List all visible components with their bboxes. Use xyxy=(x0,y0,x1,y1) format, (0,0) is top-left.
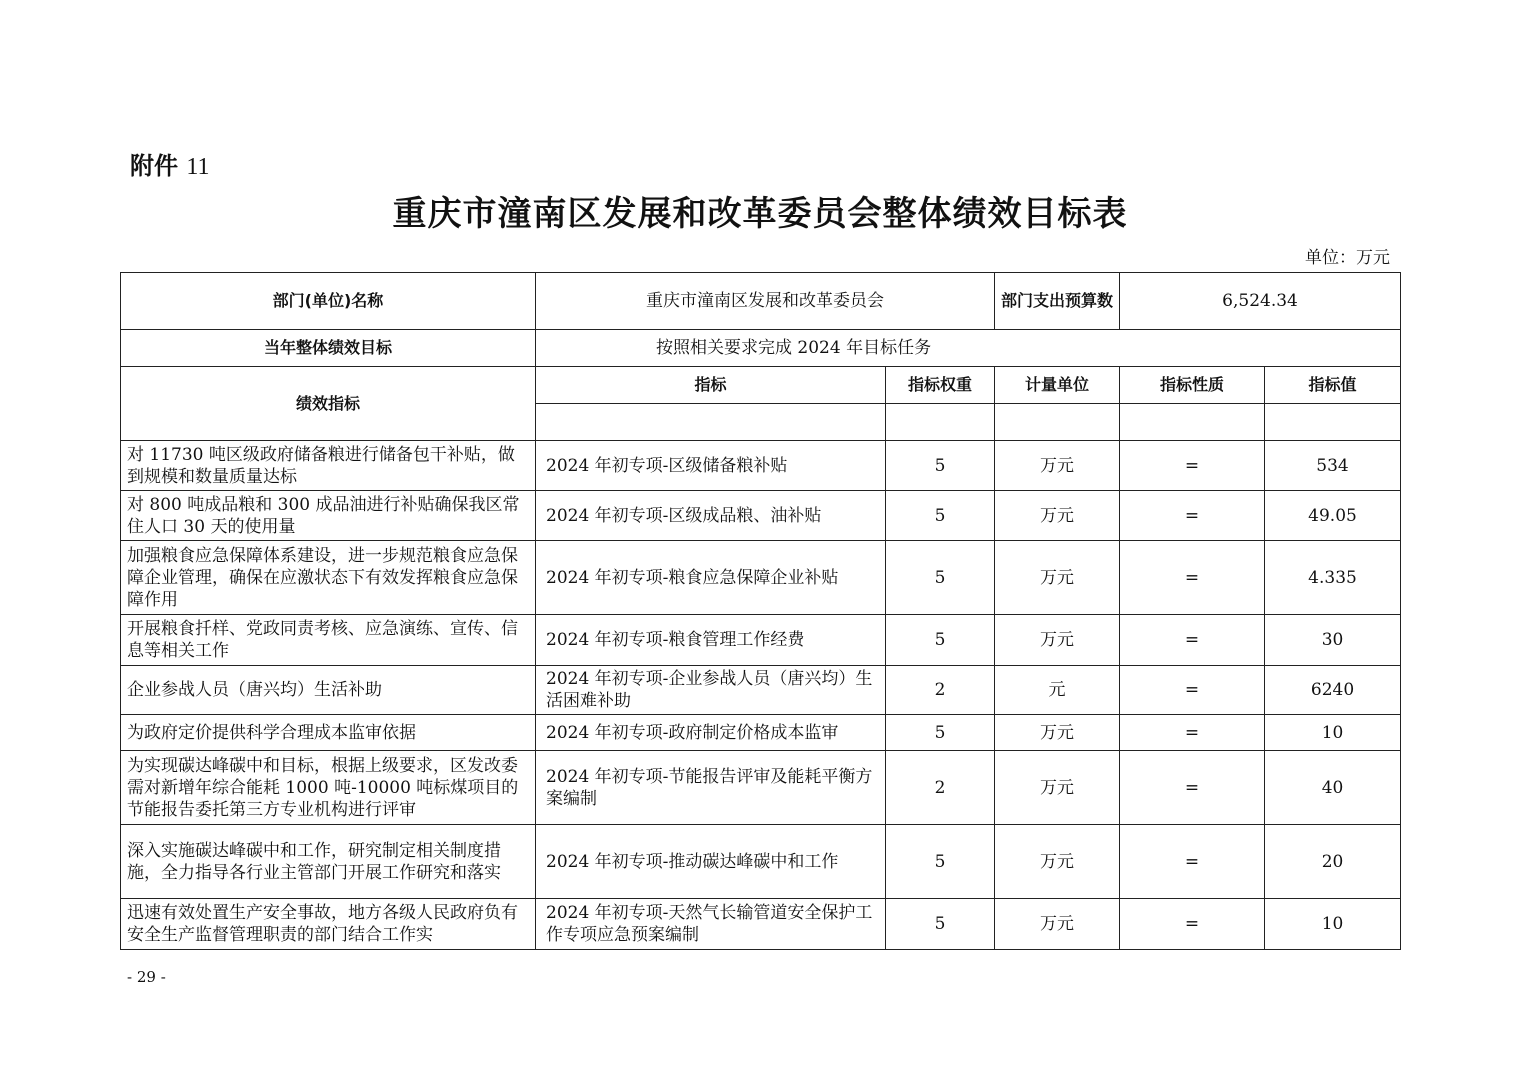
dept-row xyxy=(121,273,1401,330)
indicator-unit: 万元 xyxy=(995,825,1120,899)
indicator-weight: 2 xyxy=(886,751,995,825)
unit-note: 单位：万元 xyxy=(1305,248,1390,268)
indicator-weight: 5 xyxy=(886,541,995,615)
indicator-description: 迅速有效处置生产安全事故，地方各级人民政府负有安全生产监督管理职责的部门结合工作实 xyxy=(121,899,536,950)
indicator-nature: = xyxy=(1120,666,1265,715)
table-row xyxy=(121,899,1401,950)
col-weight: 指标权重 xyxy=(886,367,995,404)
indicator-value: 10 xyxy=(1265,899,1401,950)
indicator-description: 加强粮食应急保障体系建设，进一步规范粮食应急保障企业管理，确保在应激状态下有效发挥粮食应急保障作用 xyxy=(121,541,536,615)
indicator-description: 对 11730 吨区级政府储备粮进行储备包干补贴，做到规模和数量质量达标 xyxy=(121,441,536,491)
attachment-label-text: 附件 xyxy=(130,152,178,180)
indicator-value: 534 xyxy=(1265,441,1401,491)
goal-value: 按照相关要求完成 2024 年目标任务 xyxy=(536,330,1401,367)
indicator-value: 4.335 xyxy=(1265,541,1401,615)
table-row xyxy=(121,615,1401,666)
indicator-name: 2024 年初专项-粮食管理工作经费 xyxy=(536,615,886,666)
blank-cell xyxy=(886,404,995,441)
table-row xyxy=(121,441,1401,491)
indicator-name: 2024 年初专项-推动碳达峰碳中和工作 xyxy=(536,825,886,899)
indicator-name: 2024 年初专项-区级储备粮补贴 xyxy=(536,441,886,491)
indicator-unit: 万元 xyxy=(995,715,1120,751)
indicator-unit: 万元 xyxy=(995,615,1120,666)
indicator-nature: = xyxy=(1120,751,1265,825)
blank-cell xyxy=(1120,404,1265,441)
col-nature: 指标性质 xyxy=(1120,367,1265,404)
indicator-description: 企业参战人员（唐兴均）生活补助 xyxy=(121,666,536,715)
indicator-nature: = xyxy=(1120,825,1265,899)
attachment-number: 11 xyxy=(186,154,210,180)
column-header-row xyxy=(121,367,1401,404)
indicator-nature: = xyxy=(1120,715,1265,751)
indicator-weight: 5 xyxy=(886,491,995,541)
indicator-value: 30 xyxy=(1265,615,1401,666)
indicator-name: 2024 年初专项-粮食应急保障企业补贴 xyxy=(536,541,886,615)
goal-row xyxy=(121,330,1401,367)
indicator-nature: = xyxy=(1120,899,1265,950)
indicator-description: 开展粮食扦样、党政同责考核、应急演练、宣传、信息等相关工作 xyxy=(121,615,536,666)
indicator-unit: 万元 xyxy=(995,491,1120,541)
indicator-nature: = xyxy=(1120,491,1265,541)
indicator-nature: = xyxy=(1120,615,1265,666)
budget-value: 6,524.34 xyxy=(1120,273,1401,330)
indicator-name: 2024 年初专项-政府制定价格成本监审 xyxy=(536,715,886,751)
indicator-unit: 元 xyxy=(995,666,1120,715)
indicator-name: 2024 年初专项-区级成品粮、油补贴 xyxy=(536,491,886,541)
indicator-weight: 5 xyxy=(886,899,995,950)
indicator-weight: 5 xyxy=(886,715,995,751)
indicator-nature: = xyxy=(1120,541,1265,615)
table-row xyxy=(121,751,1401,825)
indicator-value: 40 xyxy=(1265,751,1401,825)
dept-value: 重庆市潼南区发展和改革委员会 xyxy=(536,273,995,330)
indicator-weight: 5 xyxy=(886,615,995,666)
table-row xyxy=(121,825,1401,899)
col-value: 指标值 xyxy=(1265,367,1401,404)
indicator-name: 2024 年初专项-节能报告评审及能耗平衡方案编制 xyxy=(536,751,886,825)
page-title: 重庆市潼南区发展和改革委员会整体绩效目标表 xyxy=(392,194,1128,234)
indicator-weight: 5 xyxy=(886,825,995,899)
indicator-description: 深入实施碳达峰碳中和工作，研究制定相关制度措施，全力指导各行业主管部门开展工作研究和落实 xyxy=(121,825,536,899)
indicator-description: 为政府定价提供科学合理成本监审依据 xyxy=(121,715,536,751)
indicator-value: 6240 xyxy=(1265,666,1401,715)
performance-table xyxy=(120,272,1401,950)
perf-label: 绩效指标 xyxy=(121,367,536,441)
blank-cell xyxy=(536,404,886,441)
page-number: - 29 - xyxy=(127,968,166,986)
table-row xyxy=(121,491,1401,541)
indicator-description: 对 800 吨成品粮和 300 成品油进行补贴确保我区常住人口 30 天的使用量 xyxy=(121,491,536,541)
table-row xyxy=(121,715,1401,751)
indicator-name: 2024 年初专项-天然气长输管道安全保护工作专项应急预案编制 xyxy=(536,899,886,950)
blank-cell xyxy=(995,404,1120,441)
dept-label: 部门(单位)名称 xyxy=(121,273,536,330)
indicator-weight: 2 xyxy=(886,666,995,715)
indicator-unit: 万元 xyxy=(995,541,1120,615)
indicator-unit: 万元 xyxy=(995,751,1120,825)
table-row xyxy=(121,541,1401,615)
indicator-name: 2024 年初专项-企业参战人员（唐兴均）生活困难补助 xyxy=(536,666,886,715)
indicator-nature: = xyxy=(1120,441,1265,491)
blank-cell xyxy=(1265,404,1401,441)
indicator-value: 10 xyxy=(1265,715,1401,751)
attachment-label xyxy=(130,146,209,181)
col-unit: 计量单位 xyxy=(995,367,1120,404)
indicator-value: 20 xyxy=(1265,825,1401,899)
table-row xyxy=(121,666,1401,715)
indicator-unit: 万元 xyxy=(995,899,1120,950)
indicator-description: 为实现碳达峰碳中和目标，根据上级要求，区发改委需对新增年综合能耗 1000 吨-10000 吨标煤项目的节能报告委托第三方专业机构进行评审 xyxy=(121,751,536,825)
goal-label: 当年整体绩效目标 xyxy=(121,330,536,367)
indicator-unit: 万元 xyxy=(995,441,1120,491)
col-indicator: 指标 xyxy=(536,367,886,404)
budget-label: 部门支出预算数 xyxy=(995,273,1120,330)
indicator-value: 49.05 xyxy=(1265,491,1401,541)
indicator-weight: 5 xyxy=(886,441,995,491)
